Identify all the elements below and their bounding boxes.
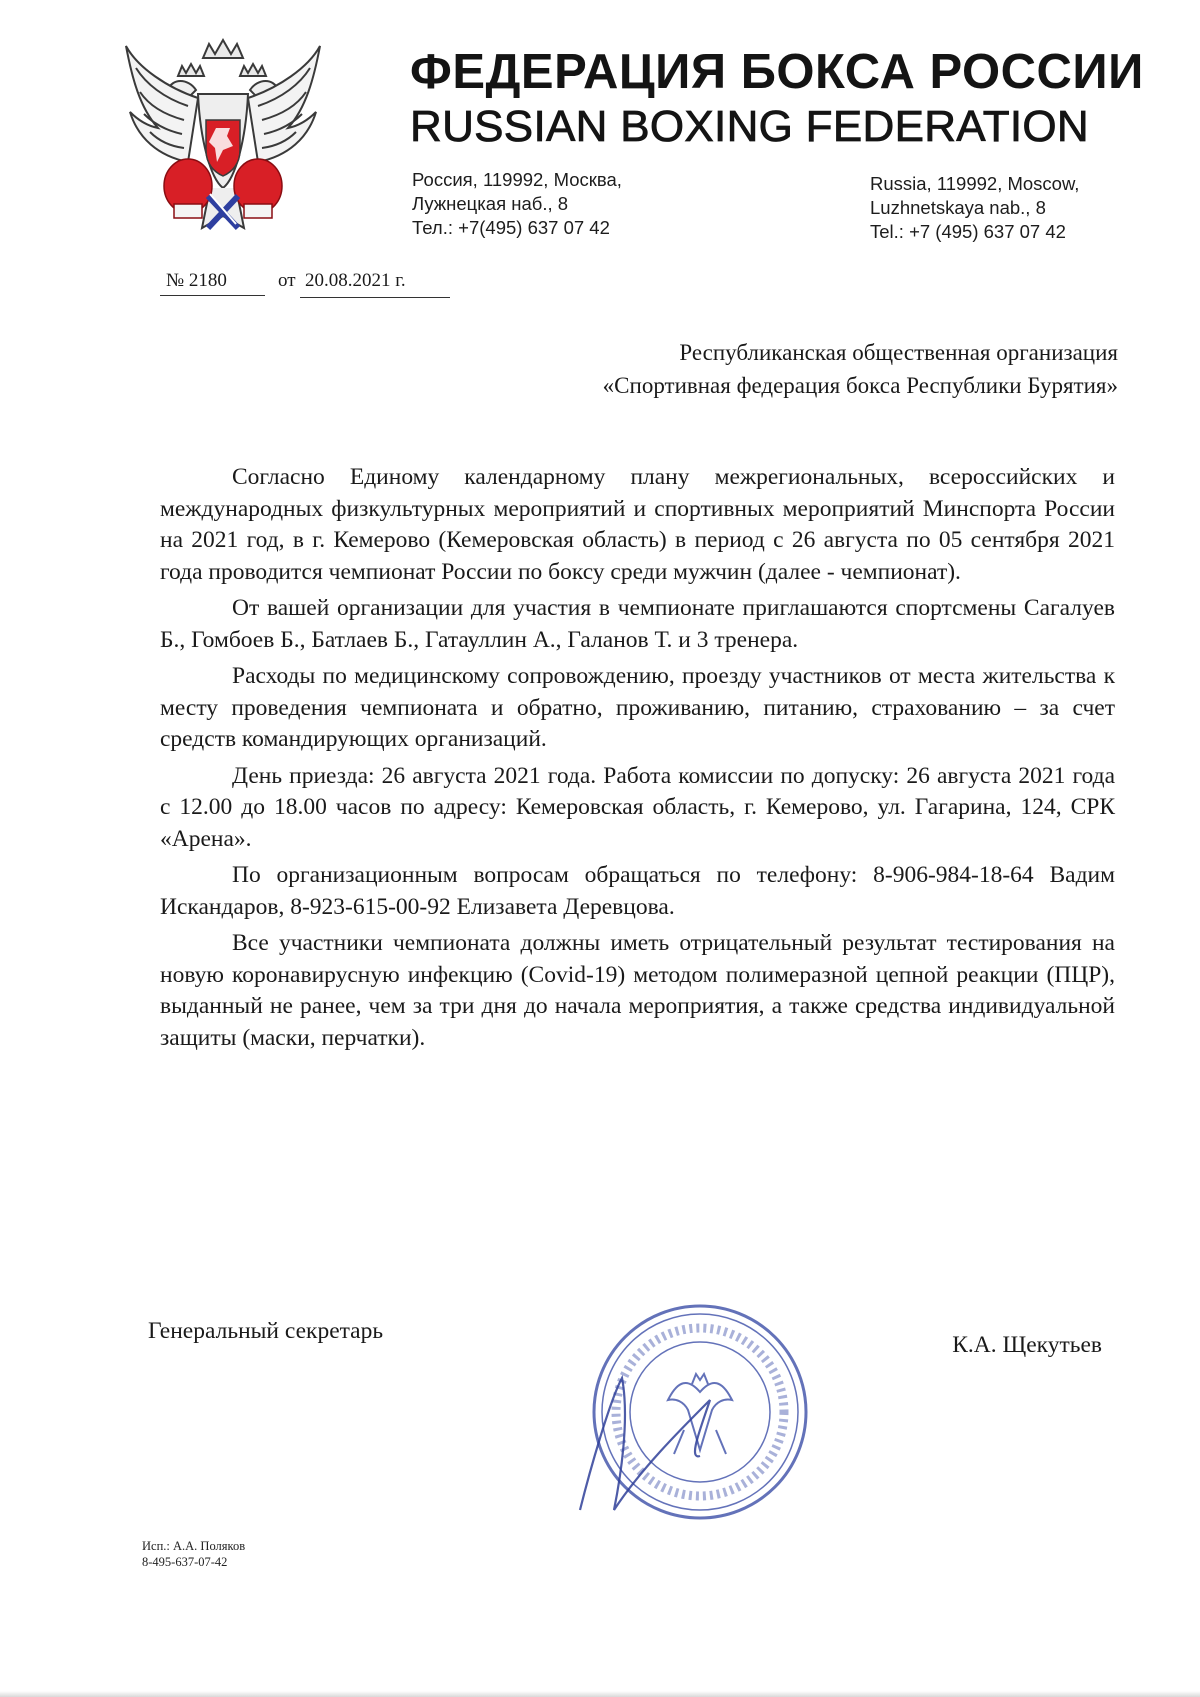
reference-number: № 2180	[166, 270, 227, 291]
address-en-line: Luzhnetskaya nab., 8	[870, 197, 1046, 218]
reference-from-word: от	[278, 270, 296, 291]
signatory-title: Генеральный секретарь	[148, 1318, 384, 1344]
executor-phone: 8-495-637-07-42	[142, 1555, 228, 1569]
reference-number-underline	[160, 295, 265, 296]
addressee-block	[603, 336, 1118, 402]
address-ru	[412, 168, 622, 240]
address-ru-phone: Тел.: +7(495) 637 07 42	[412, 217, 610, 238]
body-paragraph: Все участники чемпионата должны иметь отрицательный результат тестирования на новую коронавирусную инфекцию (Covid-19) методом полимеразной цепной реакции (ПЦР), выданный не ранее, чем за три дня до начала мероприятия, а также средства индивидуальной защиты (маски, перчатки).	[160, 930, 1115, 1051]
address-en	[870, 172, 1079, 244]
federation-emblem-icon	[118, 28, 328, 243]
addressee-line: Республиканская общественная организация	[679, 340, 1118, 365]
body-paragraph: Расходы по медицинскому сопровождению, проезду участников от места жительства к месту проведения чемпионата и обратно, проживанию, питанию, страхованию – за счет средств командирующих организаций.	[160, 663, 1115, 752]
address-en-phone: Tel.: +7 (495) 637 07 42	[870, 221, 1066, 242]
reference-date: 20.08.2021 г.	[305, 270, 406, 291]
body-paragraph: От вашей организации для участия в чемпионате приглашаются спортсмены Сагалуев Б., Гомбоев Б., Батлаев Б., Гатауллин А., Галанов Т. и 3 тренера.	[160, 595, 1115, 653]
reference-date-underline	[300, 297, 450, 298]
address-en-line: Russia, 119992, Moscow,	[870, 173, 1080, 194]
address-ru-line: Лужнецкая наб., 8	[412, 193, 569, 214]
executor-name: Исп.: А.А. Поляков	[142, 1539, 246, 1553]
handwritten-signature-icon	[560, 1360, 810, 1520]
letter-body	[160, 462, 1115, 1059]
body-paragraph: День приезда: 26 августа 2021 года. Работа комиссии по допуску: 26 августа 2021 года с 12.00 до 18.00 часов по адресу: Кемеровская область, г. Кемерово, ул. Гагарина, 124, СРК «Арена».	[160, 762, 1115, 852]
organization-name-en: RUSSIAN BOXING FEDERATION	[410, 102, 1089, 151]
executor-block	[142, 1538, 245, 1570]
body-paragraph: По организационным вопросам обращаться по телефону: 8-906-984-18-64 Вадим Искандаров, 8-923-615-00-92 Елизавета Деревцова.	[160, 862, 1115, 920]
signatory-name: К.А. Щекутьев	[952, 1332, 1102, 1358]
body-paragraph: Согласно Единому календарному плану межрегиональных, всероссийских и международных физкультурных мероприятий и спортивных мероприятий Минспорта России на 2021 год, в г. Кемерово (Кемеровская область) в период с 26 августа по 05 сентября 2021 года проводится чемпионат России по боксу среди мужчин (далее - чемпионат).	[160, 464, 1115, 585]
scan-edge-shadow	[0, 1691, 1200, 1697]
addressee-line: «Спортивная федерация бокса Республики Бурятия»	[602, 373, 1118, 398]
address-ru-line: Россия, 119992, Москва,	[412, 169, 622, 190]
organization-name-ru: ФЕДЕРАЦИЯ БОКСА РОССИИ	[410, 45, 1144, 99]
